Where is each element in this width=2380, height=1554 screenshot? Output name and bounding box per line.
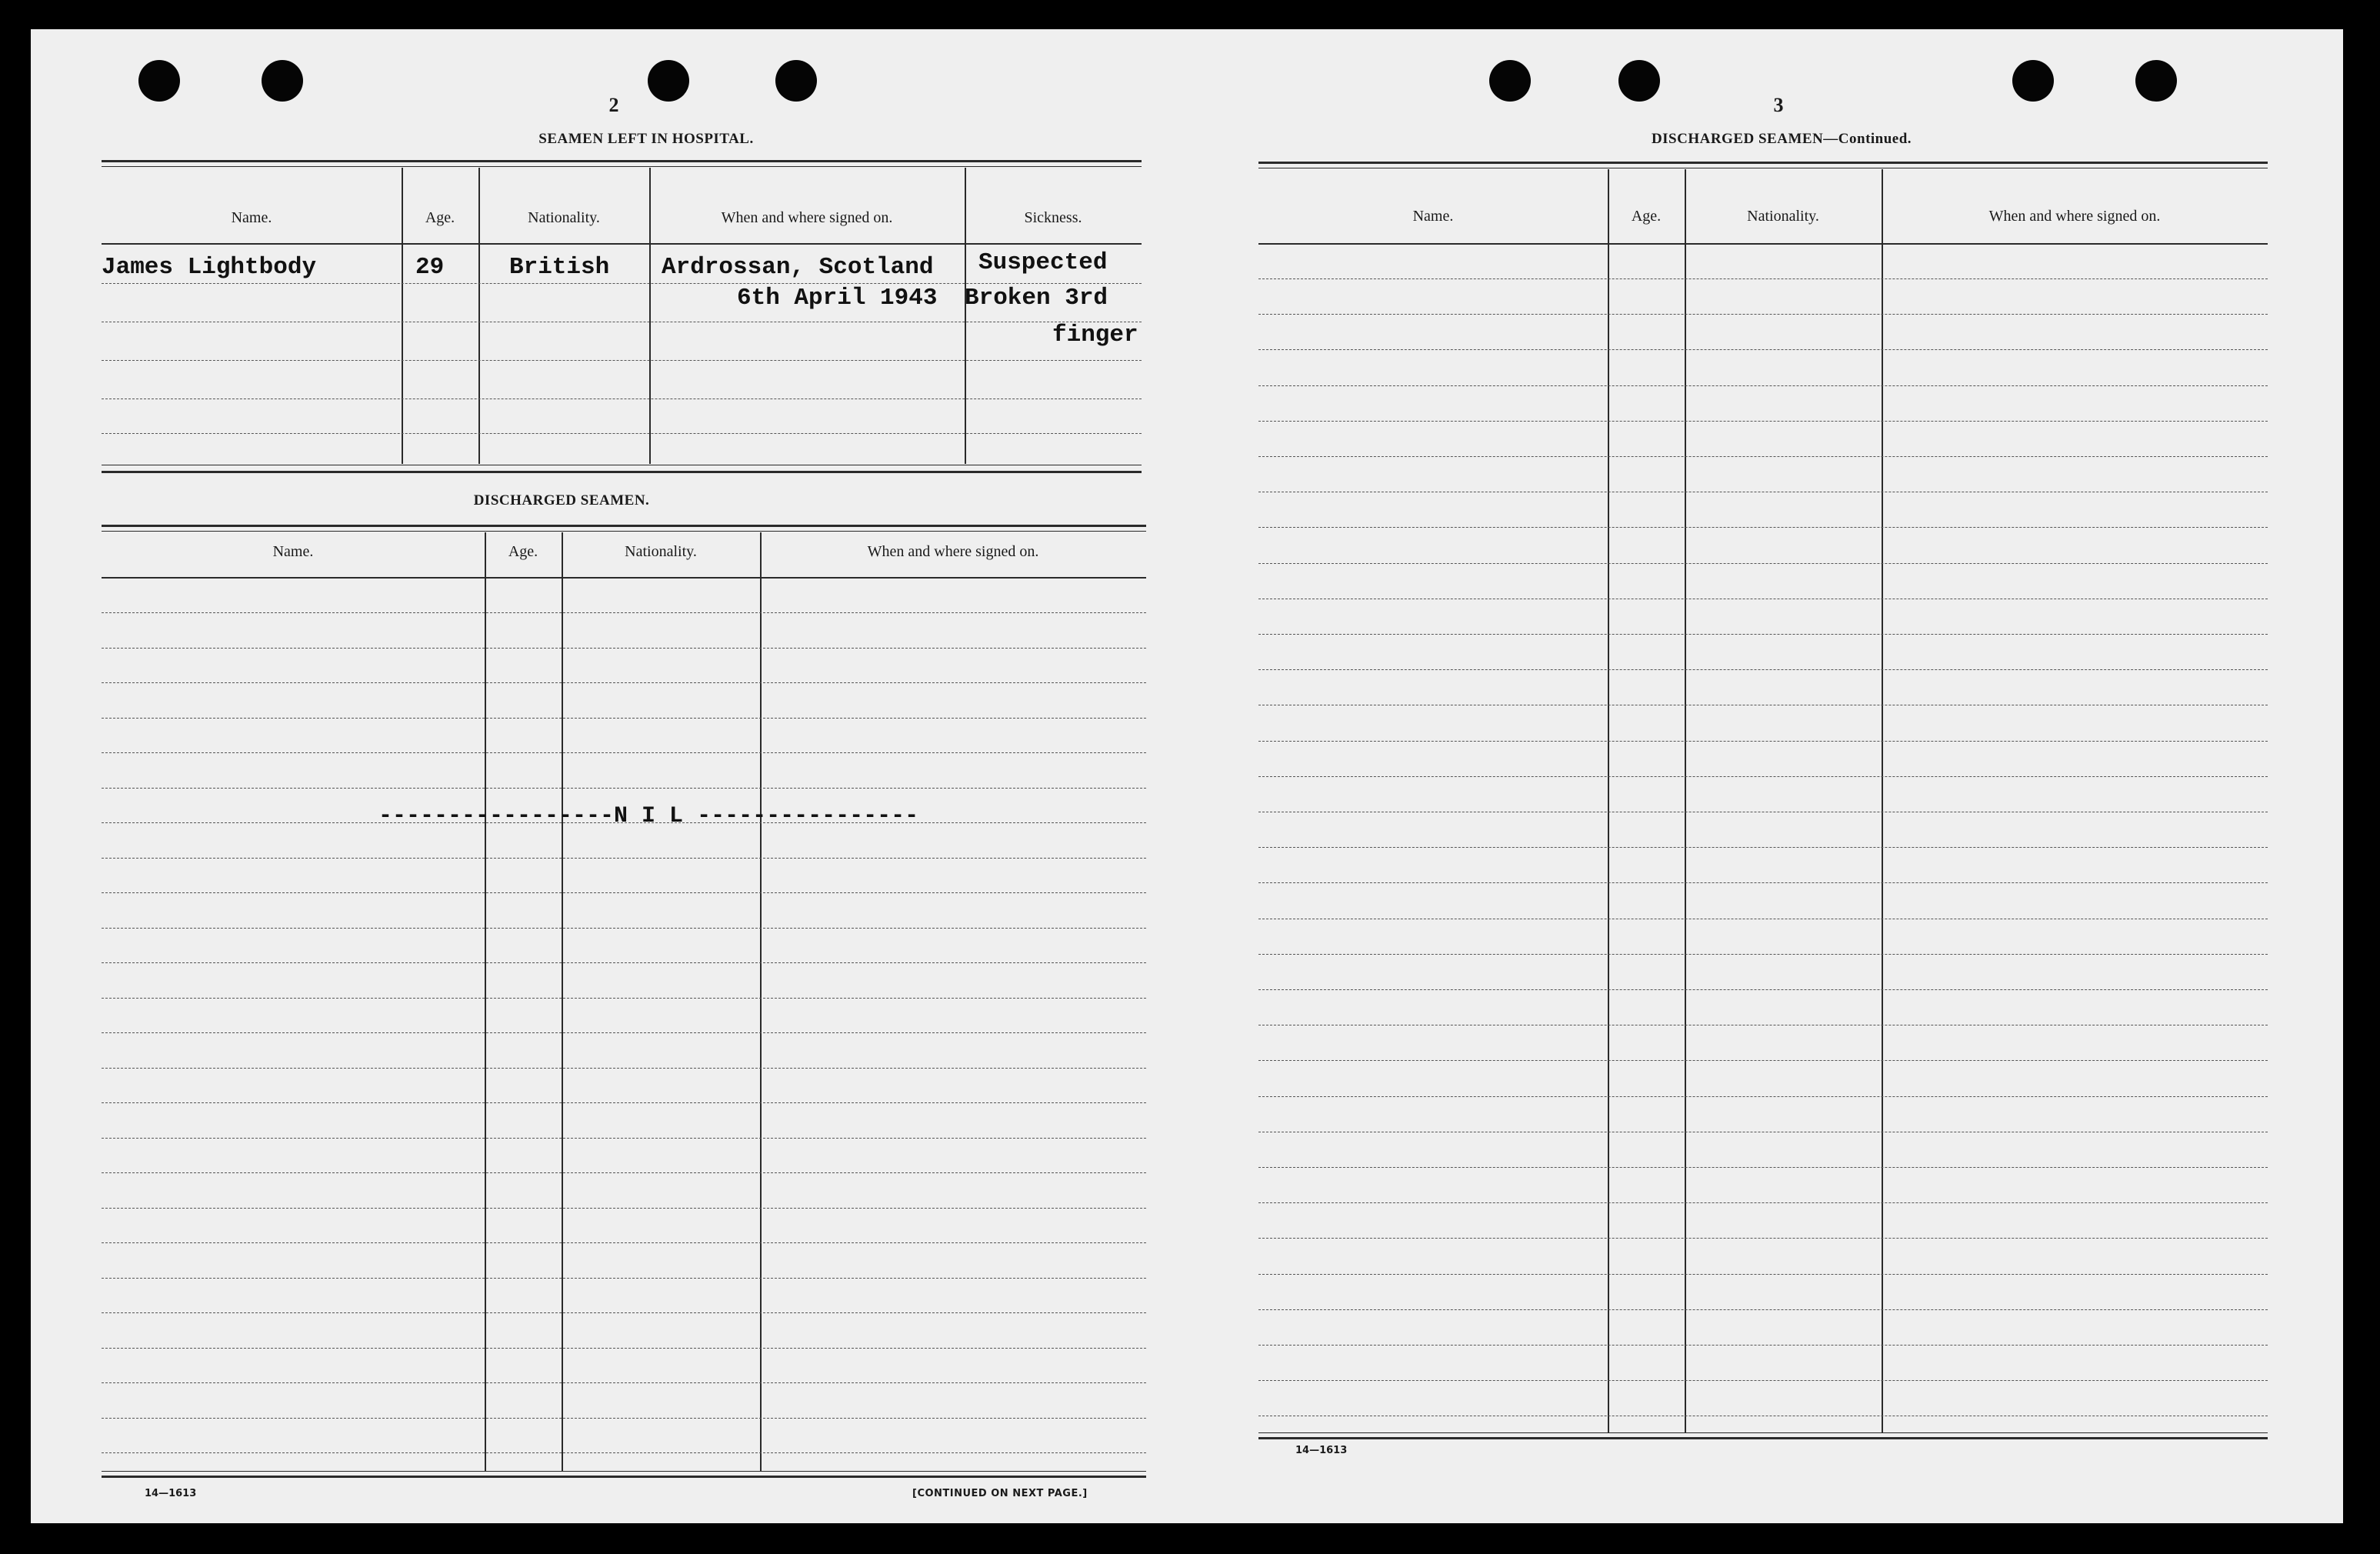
punch-hole: [138, 60, 180, 102]
form-code: 14—1613: [1295, 1445, 1348, 1456]
ruled-line: [1258, 1238, 2268, 1239]
ruled-line: [1258, 989, 2268, 990]
punch-hole: [1489, 60, 1531, 102]
hospital-section-title: SEAMEN LEFT IN HOSPITAL.: [538, 131, 754, 147]
col-name: Name.: [1412, 208, 1454, 225]
ruled-line: [1258, 314, 2268, 315]
ruled-line: [1258, 1274, 2268, 1275]
nil-entry: -----------------N I L ----------------: [378, 803, 919, 829]
ruled-line: [102, 1172, 1146, 1173]
ruled-line: [102, 1208, 1146, 1209]
entry-name: James Lightbody: [102, 254, 317, 281]
ruled-line: [102, 962, 1146, 963]
col-age: Age.: [1631, 208, 1662, 225]
ruled-line: [1258, 385, 2268, 386]
ruled-line: [102, 1418, 1146, 1419]
punch-hole: [775, 60, 817, 102]
ruled-line: [102, 1452, 1146, 1453]
ruled-line: [1258, 1167, 2268, 1168]
ruled-line: [102, 1278, 1146, 1279]
ruled-line: [1258, 741, 2268, 742]
ruled-line: [1258, 1309, 2268, 1310]
ruled-line: [102, 1032, 1146, 1033]
ruled-line: [102, 682, 1146, 683]
ruled-line: [1258, 1202, 2268, 1203]
ruled-line: [102, 718, 1146, 719]
entry-sickness-1: Suspected: [978, 249, 1108, 276]
ruled-line: [102, 858, 1146, 859]
ruled-line: [1258, 1380, 2268, 1381]
continued-note: [CONTINUED ON NEXT PAGE.]: [912, 1488, 1088, 1499]
page-number: 3: [1773, 94, 1784, 116]
ruled-line: [102, 892, 1146, 893]
col-nationality: Nationality.: [528, 209, 600, 226]
ruled-line: [1258, 1096, 2268, 1097]
ruled-line: [102, 752, 1146, 753]
ruled-line: [1258, 669, 2268, 670]
ruled-line: [102, 1242, 1146, 1243]
ruled-line: [1258, 882, 2268, 883]
ruled-line: [1258, 634, 2268, 635]
ruled-line: [1258, 1060, 2268, 1061]
ruled-line: [102, 928, 1146, 929]
page-number: 2: [608, 94, 619, 116]
entry-sickness-2: Broken 3rd: [965, 285, 1108, 312]
col-name: Name.: [231, 209, 272, 226]
punch-hole: [2135, 60, 2177, 102]
ruled-line: [1258, 847, 2268, 848]
ruled-line: [102, 1138, 1146, 1139]
col-age: Age.: [508, 543, 538, 560]
col-nationality: Nationality.: [1747, 208, 1819, 225]
ruled-line: [102, 822, 1146, 823]
entry-sickness-3: finger: [1052, 322, 1138, 348]
col-signed-on: When and where signed on.: [721, 209, 893, 226]
punch-hole: [2012, 60, 2054, 102]
discharged-table: [102, 532, 1146, 1471]
entry-signed-on-date: 6th April 1943: [737, 285, 938, 312]
ruled-line: [1258, 527, 2268, 528]
form-code: 14—1613: [145, 1488, 197, 1499]
ruled-line: [102, 1382, 1146, 1383]
ruled-line: [102, 1312, 1146, 1313]
punch-hole: [648, 60, 689, 102]
ruled-line: [1258, 349, 2268, 350]
right-page: [1182, 29, 2343, 1523]
entry-age: 29: [415, 254, 445, 281]
col-name: Name.: [272, 543, 314, 560]
title-main: DISCHARGED SEAMEN: [1651, 131, 1824, 147]
ruled-line: [102, 1102, 1146, 1103]
title-continued: —Continued.: [1823, 131, 1912, 147]
ruled-line: [1258, 954, 2268, 955]
ruled-line: [102, 1068, 1146, 1069]
ruled-line: [1258, 776, 2268, 777]
ruled-line: [1258, 278, 2268, 279]
ruled-line: [102, 648, 1146, 649]
ruled-line: [1258, 421, 2268, 422]
col-nationality: Nationality.: [625, 543, 697, 560]
ruled-line: [102, 612, 1146, 613]
punch-hole: [262, 60, 303, 102]
left-page: [31, 29, 1185, 1523]
discharged-continued-table: [1258, 169, 2268, 1432]
discharged-continued-title: [1551, 131, 2012, 148]
hospital-table: [102, 168, 1142, 464]
ruled-line: [102, 998, 1146, 999]
ruled-line: [1258, 456, 2268, 457]
punch-hole: [1618, 60, 1660, 102]
ruled-line: [102, 788, 1146, 789]
top-rule: [102, 160, 1142, 162]
entry-nationality: British: [509, 254, 610, 281]
ruled-line: [1258, 1345, 2268, 1346]
ruled-line: [1258, 563, 2268, 564]
col-age: Age.: [425, 209, 455, 226]
ruled-line: [102, 1348, 1146, 1349]
col-sickness: Sickness.: [1024, 209, 1082, 226]
col-signed-on: When and where signed on.: [867, 543, 1039, 560]
discharged-section-title: DISCHARGED SEAMEN.: [473, 492, 650, 509]
top-rule-thin: [102, 166, 1142, 167]
col-signed-on: When and where signed on.: [1988, 208, 2161, 225]
entry-signed-on-place: Ardrossan, Scotland: [662, 254, 934, 281]
